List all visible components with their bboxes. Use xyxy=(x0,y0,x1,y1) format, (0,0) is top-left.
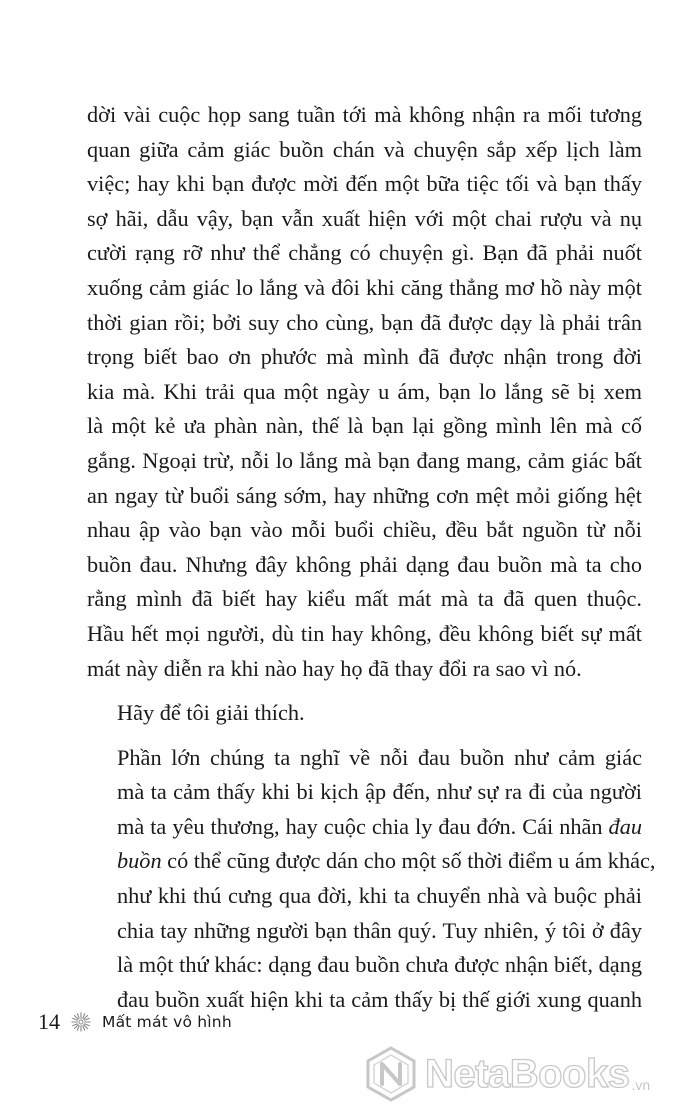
page-number: 14 xyxy=(38,1009,60,1034)
text-line: Phần lớn chúng ta nghĩ về nỗi đau buồn như cảm giác xyxy=(117,744,642,770)
paragraph-grief xyxy=(87,741,656,1018)
book-title: Mất mát vô hình xyxy=(102,1013,232,1031)
text-line: đau buồn xuất hiện khi ta cảm thấy bị thế giới xung quanh xyxy=(117,986,642,1012)
text-line: như khi thú cưng qua đời, khi ta chuyển nhà và buộc phải xyxy=(117,883,642,909)
text-line: cười rạng rỡ như thể chẳng có chuyện gì. Bạn đã phải nuốt xyxy=(87,240,642,266)
italic-term: đau xyxy=(608,813,642,839)
netabooks-watermark xyxy=(365,1045,650,1103)
page-footer xyxy=(38,1009,232,1035)
sun-ornament-icon xyxy=(70,1011,92,1033)
text-line: xuống cảm giác lo lắng và đôi khi căng thẳng mơ hồ này một xyxy=(87,274,642,300)
watermark-suffix: .vn xyxy=(631,1077,651,1093)
text-line: trọng biết bao ơn phước mà mình đã được nhận trong đời xyxy=(87,344,642,370)
text-line xyxy=(87,810,642,845)
paragraph-explain xyxy=(87,696,642,731)
text-line: quan giữa cảm giác buồn chán và chuyện sắp xếp lịch làm xyxy=(87,136,642,162)
netabooks-logo-icon xyxy=(365,1045,417,1103)
text-line: mát này diễn ra khi nào hay họ đã thay đổi ra sao vì nó. xyxy=(87,655,582,681)
text-line: Hãy để tôi giải thích. xyxy=(117,700,305,726)
italic-term: buồn xyxy=(117,848,162,874)
page-body xyxy=(87,98,656,1017)
text-line: chia tay những người bạn thân quý. Tuy nhiên, ý tôi ở đây xyxy=(117,917,642,943)
text-segment: có thể cũng được dán cho một số thời điểm u ám khác, xyxy=(161,848,656,874)
text-line: là một thứ khác: dạng đau buồn chưa được nhận biết, dạng xyxy=(117,952,642,978)
text-line: là một kẻ ưa phàn nàn, thế là bạn lại gồng mình lên mà cố xyxy=(87,413,642,439)
paragraph-continuation xyxy=(87,98,642,686)
text-line: việc; hay khi bạn được mời đến một bữa tiệc tối và bạn thấy xyxy=(87,171,642,197)
text-line: dời vài cuộc họp sang tuần tới mà không nhận ra mối tương xyxy=(87,102,642,127)
text-line: Hầu hết mọi người, dù tin hay không, đều không biết sự mất xyxy=(87,620,642,646)
text-line: nhau ập vào bạn vào mỗi buổi chiều, đều bắt nguồn từ nỗi xyxy=(87,517,642,543)
text-segment: mà ta yêu thương, hay cuộc chia ly đau đớn. Cái nhãn xyxy=(117,813,609,839)
text-line: kia mà. Khi trải qua một ngày u ám, bạn lo lắng sẽ bị xem xyxy=(87,378,642,404)
watermark-brand: NetaBooks xyxy=(425,1051,630,1096)
text-line: thời gian rồi; bởi suy cho cùng, bạn đã được dạy là phải trân xyxy=(87,309,642,335)
text-line: rằng mình đã biết hay kiểu mất mát mà ta đã quen thuộc. xyxy=(87,586,642,612)
text-line: mà ta cảm thấy khi bi kịch ập đến, như sự ra đi của người xyxy=(117,779,642,805)
text-line xyxy=(87,844,656,879)
text-line: gắng. Ngoại trừ, nỗi lo lắng mà bạn đang mang, cảm giác bất xyxy=(87,447,642,473)
text-line: sợ hãi, dẫu vậy, bạn vẫn xuất hiện với một chai rượu và nụ xyxy=(87,205,642,231)
text-line: buồn đau. Nhưng đây không phải dạng đau buồn mà ta cho xyxy=(87,551,642,577)
text-line: an ngay từ buổi sáng sớm, hay những cơn mệt mỏi giống hệt xyxy=(87,482,642,508)
